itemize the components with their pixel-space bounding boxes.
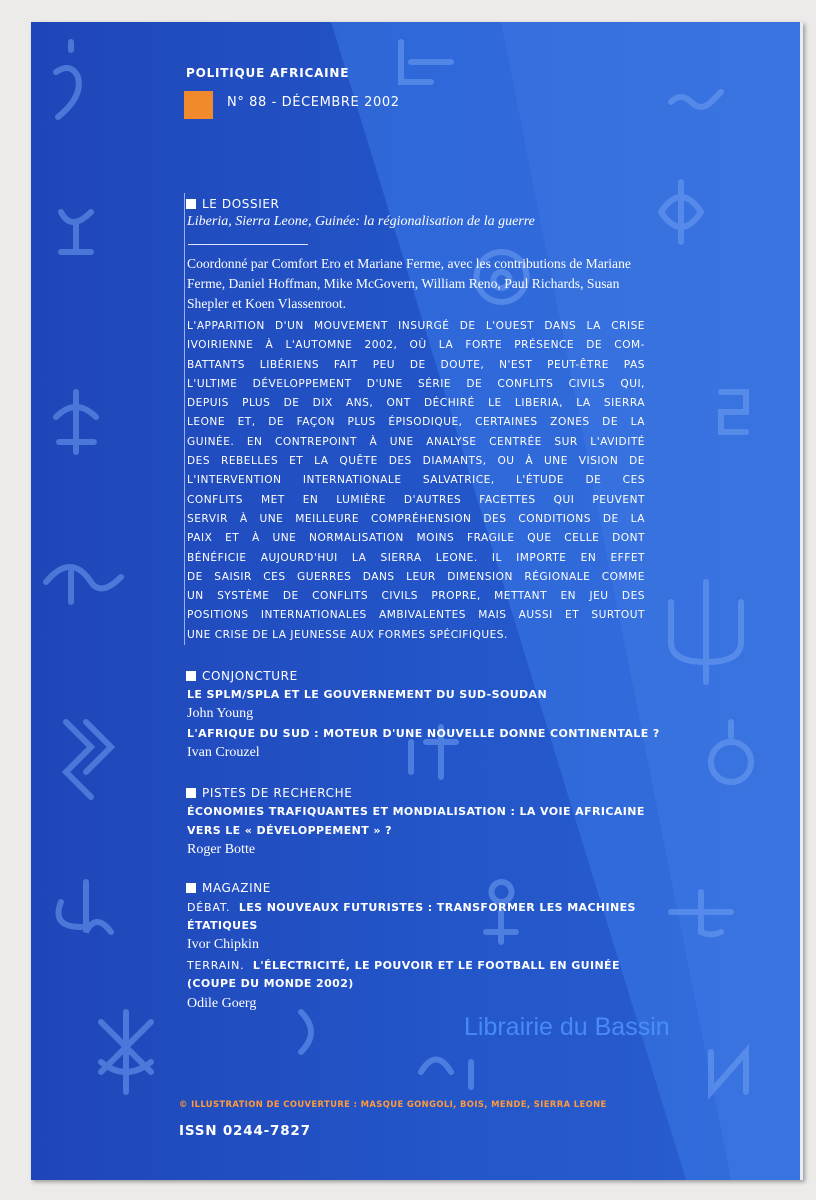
square-bullet-icon — [186, 788, 196, 798]
dossier-title: Liberia, Sierra Leone, Guinée: la régionalisation de la guerre — [187, 214, 535, 229]
pistes-heading: PISTES DE RECHERCHE — [186, 786, 352, 800]
article-title: L'AFRIQUE DU SUD : MOTEUR D'UNE NOUVELLE DONNE CONTINENTALE ? — [187, 727, 660, 740]
issn: ISSN 0244-7827 — [179, 1123, 311, 1139]
square-bullet-icon — [186, 199, 196, 209]
article-author: Ivan Crouzel — [187, 745, 260, 760]
magazine-heading: MAGAZINE — [186, 881, 271, 895]
article-title-continued: VERS LE « DÉVELOPPEMENT » ? — [187, 824, 392, 837]
article-title-continued: (COUPE DU MONDE 2002) — [187, 977, 354, 990]
square-bullet-icon — [186, 671, 196, 681]
dossier-summary: L'APPARITION D'UN MOUVEMENT INSURGÉ DE L'OUEST DANS LA CRISE IVOIRIENNE À L'AUTOMNE 2002, OÙ LA FORTE PRÉSENCE DE COM- BATTANTS LIBÉRIENS FAIT PEU DE DOUTE, N'EST PEUT-ÊTRE PAS L'ULTIME DÉVELOPPEMENT D'UNE SÉRIE DE CONFLITS CIVILS QUI, DEPUIS PLUS DE DIX ANS, ONT DÉCHIRÉ LE LIBERIA, LA SIERRA LEONE ET, DE FAÇON PLUS ÉPISODIQUE, CERTAINES ZONES DE LA GUINÉE. EN CONTREPOINT À UNE ANALYSE CENTRÉE SUR L'AVIDITÉ DES REBELLES ET LA QUÊTE DES DIAMANTS, OU À UNE VISION DE L'INTERVENTION INTERNATIONALE SALVATRICE, L'ÉTUDE DE CES CONFLITS MET EN LUMIÈRE D'AUTRES FACETTES QUI PEUVENT SERVIR À UNE MEILLEURE COMPRÉHENSION DES CONDITIONS DE LA PAIX ET À UNE NORMALISATION MOINS FRAGILE QUE CELLE DONT BÉNÉFICIE AUJOURD'HUI LA SIERRA LEONE. IL IMPORTE EN EFFET DE SAISIR CES GUERRES DANS LEUR DIMENSION RÉGIONALE COMME UN SYSTÈME DE CONFLITS CIVILS PROPRE, METTANT EN JEU DES POSITIONS INTERNATIONALES AMBIVALENTES MAIS AUSSI ET SURTOUT UNE CRISE DE LA JEUNESSE AUX FORMES SPÉCIFIQUES. — [187, 320, 645, 641]
article-title: ÉCONOMIES TRAFIQUANTES ET MONDIALISATION : LA VOIE AFRICAINE — [187, 805, 645, 818]
article-title: LE SPLM/SPLA ET LE GOUVERNEMENT DU SUD-SOUDAN — [187, 688, 548, 701]
article-author: Ivor Chipkin — [187, 937, 259, 952]
cover-credit: © ILLUSTRATION DE COUVERTURE : MASQUE GONGOLI, BOIS, MENDE, SIERRA LEONE — [179, 1099, 607, 1109]
article-author: Roger Botte — [187, 842, 256, 857]
dossier-coordination: Coordonné par Comfort Ero et Mariane Ferme, avec les contributions de Mariane Ferme, Daniel Hoffman, Mike McGovern, William Reno, Paul Richards, Susan Shepler et Koen Vlassenroot. — [187, 256, 631, 311]
article-author: John Young — [187, 706, 254, 721]
dossier-heading: LE DOSSIER — [186, 197, 279, 211]
square-bullet-icon — [186, 883, 196, 893]
orange-marker — [184, 91, 213, 119]
article-author: Odile Goerg — [187, 996, 257, 1011]
series-title: POLITIQUE AFRICAINE — [186, 66, 350, 80]
issue-number: N° 88 - DÉCEMBRE 2002 — [227, 95, 400, 110]
article-title: TERRAIN. L'ÉLECTRICITÉ, LE POUVOIR ET LE FOOTBALL EN GUINÉE — [187, 959, 620, 972]
book-back-cover — [31, 22, 803, 1180]
divider — [188, 244, 308, 245]
dossier-rule — [184, 193, 185, 645]
article-title-continued: ÉTATIQUES — [187, 919, 258, 932]
conjoncture-heading: CONJONCTURE — [186, 669, 298, 683]
watermark: Librairie du Bassin — [464, 1013, 670, 1041]
article-title: DÉBAT. LES NOUVEAUX FUTURISTES : TRANSFORMER LES MACHINES — [187, 901, 636, 914]
